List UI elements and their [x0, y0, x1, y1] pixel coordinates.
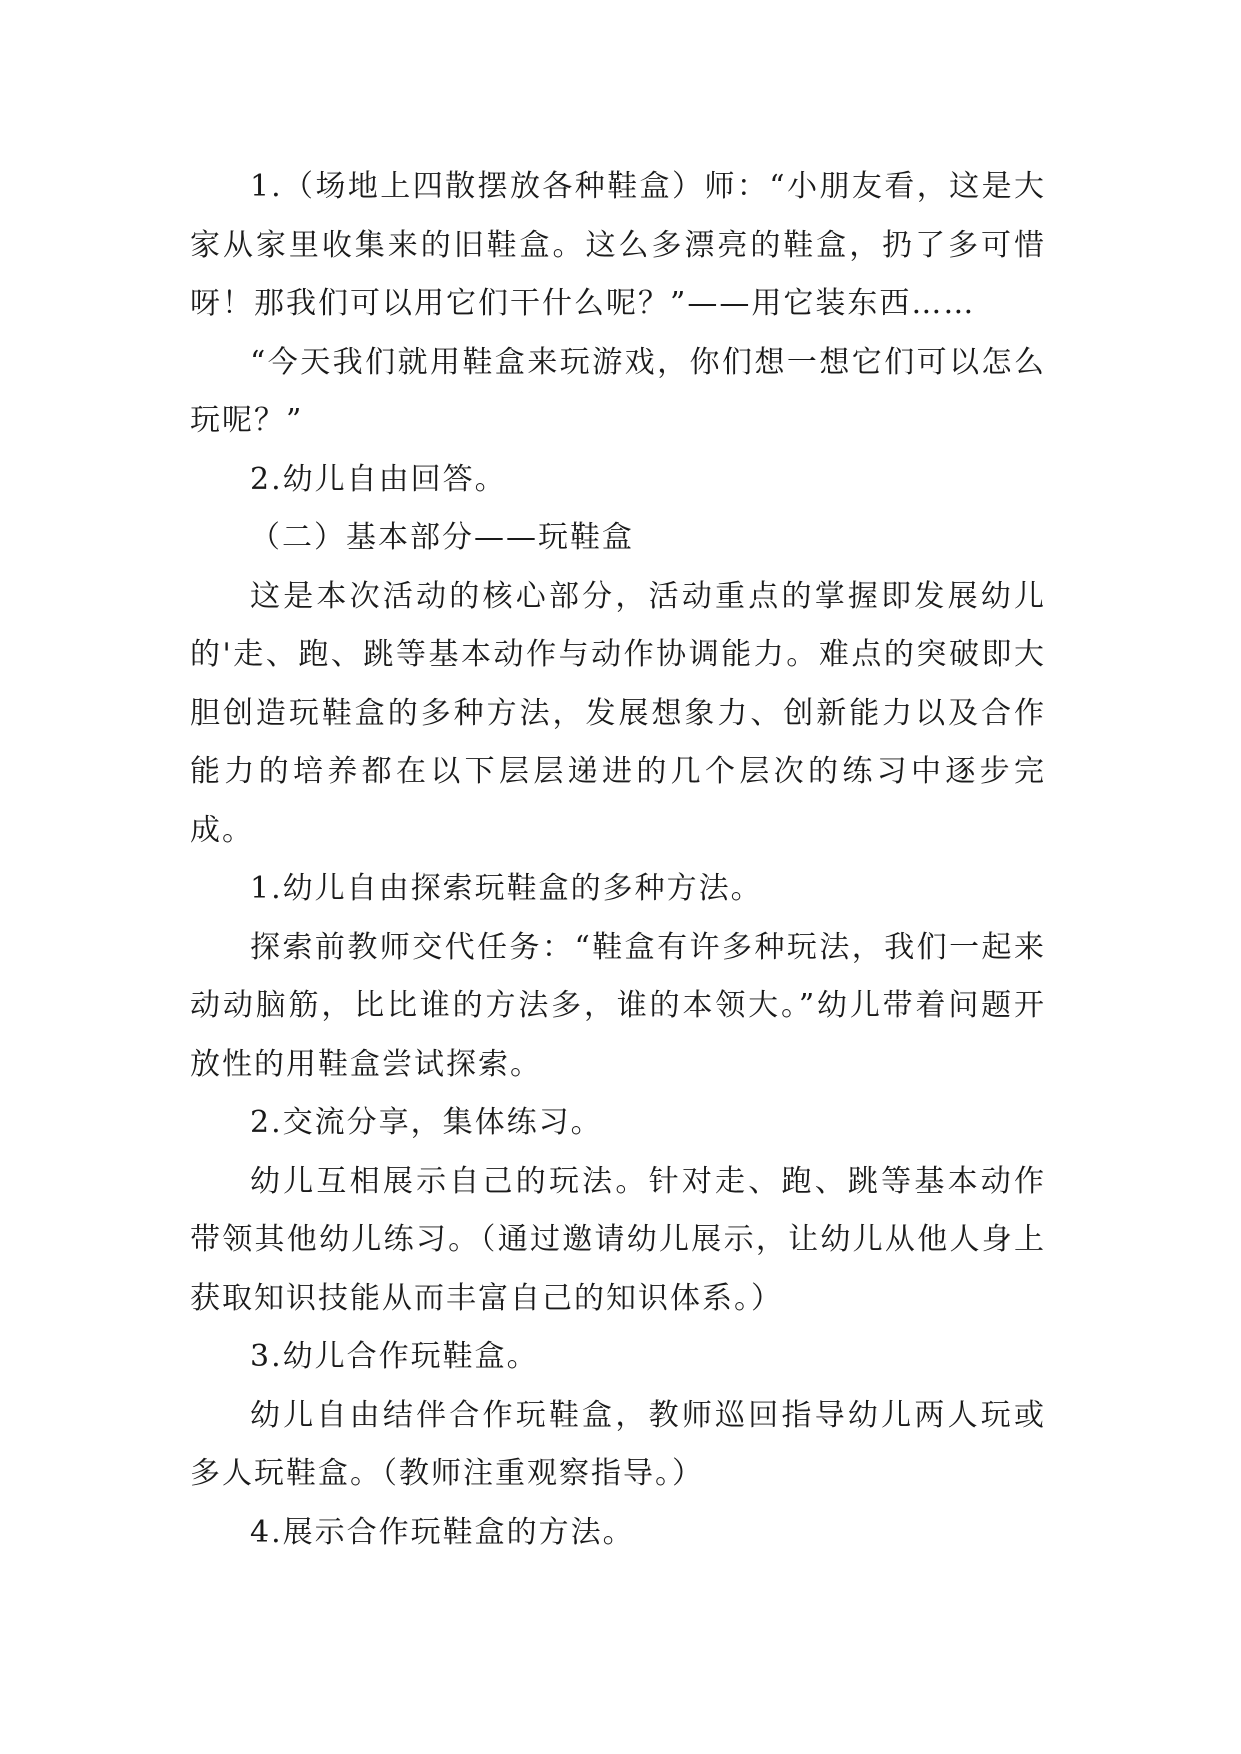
paragraph-step-1-detail: 探索前教师交代任务：“鞋盒有许多种玩法，我们一起来动动脑筋，比比谁的方法多，谁的本领大。”幼儿带着问题开放性的用鞋盒尝试探索。: [190, 929, 1046, 1082]
paragraph-teacher-prompt: “今天我们就用鞋盒来玩游戏，你们想一想它们可以怎么玩呢？”: [190, 344, 1046, 438]
paragraph-core-description: 这是本次活动的核心部分，活动重点的掌握即发展幼儿的'走、跑、跳等基本动作与动作协调能力。难点的突破即大胆创造玩鞋盒的多种方法，发展想象力、创新能力以及合作能力的培养都在以下层层递进的几个层次的练习中逐步完成。: [190, 578, 1046, 848]
section-heading-basic-part: （二）基本部分——玩鞋盒: [250, 520, 634, 555]
paragraph-step-3: 3.幼儿合作玩鞋盒。: [250, 1339, 539, 1374]
document-body: [190, 158, 1046, 1562]
paragraph-step-2-detail: 幼儿互相展示自己的玩法。针对走、跑、跳等基本动作带领其他幼儿练习。（通过邀请幼儿展示，让幼儿从他人身上获取知识技能从而丰富自己的知识体系。）: [190, 1163, 1046, 1316]
paragraph-step-1: 1.幼儿自由探索玩鞋盒的多种方法。: [250, 871, 763, 906]
paragraph-step-4: 4.展示合作玩鞋盒的方法。: [250, 1514, 635, 1550]
paragraph-step-2: 2.交流分享，集体练习。: [250, 1105, 603, 1140]
paragraph-intro-teacher-question: 1.（场地上四散摆放各种鞋盒）师：“小朋友看，这是大家从家里收集来的旧鞋盒。这么多漂亮的鞋盒，扔了多可惜呀！那我们可以用它们干什么呢？”——用它装东西……: [190, 169, 1046, 321]
paragraph-children-answer: 2.幼儿自由回答。: [250, 461, 507, 497]
paragraph-step-3-detail: 幼儿自由结伴合作玩鞋盒，教师巡回指导幼儿两人玩或多人玩鞋盒。（教师注重观察指导。）: [190, 1397, 1046, 1491]
